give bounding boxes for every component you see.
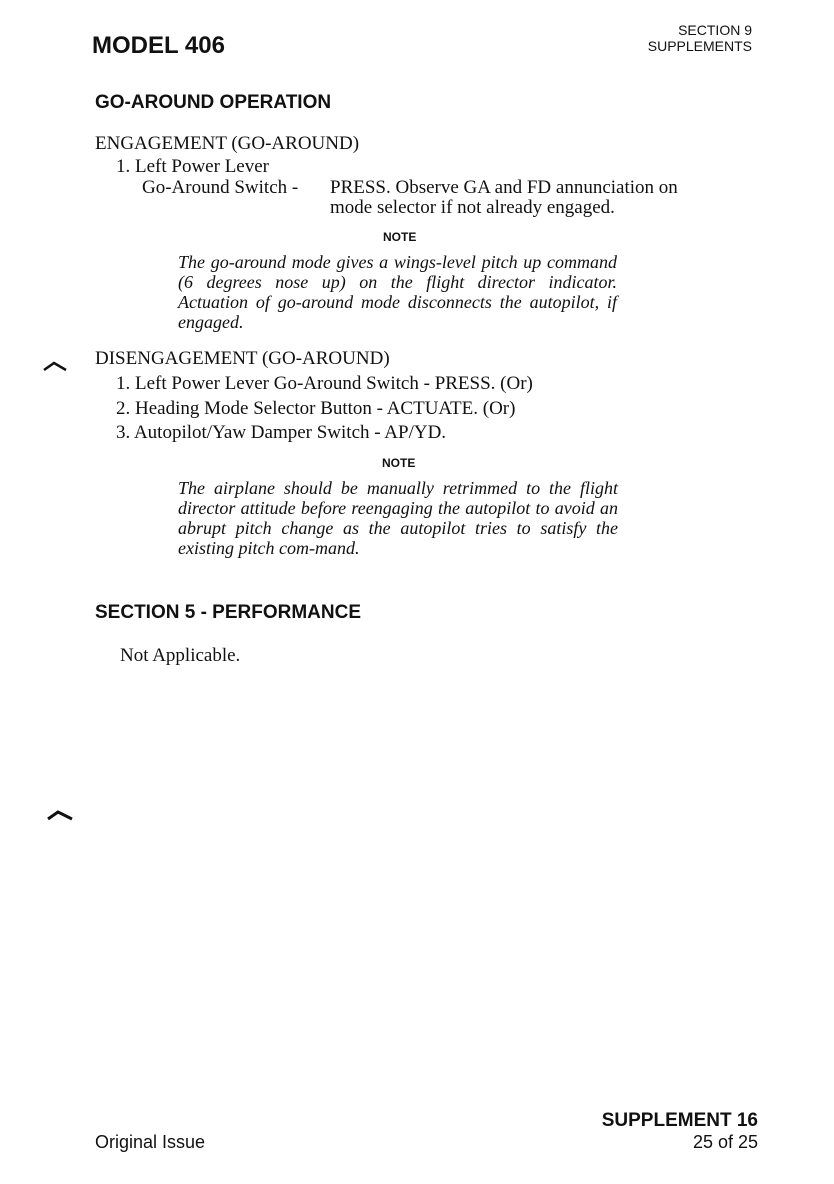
disengagement-title: DISENGAGEMENT (GO-AROUND)	[95, 348, 390, 369]
performance-text: Not Applicable.	[120, 645, 241, 666]
disengagement-step-1: 1. Left Power Lever Go-Around Switch - PRESS. (Or)	[116, 373, 533, 394]
disengagement-step-2: 2. Heading Mode Selector Button - ACTUATE. (Or)	[116, 398, 516, 419]
engagement-title: ENGAGEMENT (GO-AROUND)	[95, 133, 360, 154]
engagement-note: The go-around mode gives a wings-level pitch up command (6 degrees nose up) on the flight director indicator. Actuation of go-around mode disconnects the autopilot, if engaged.	[178, 252, 617, 332]
note-label: NOTE	[382, 456, 416, 470]
supplement-label: SUPPLEMENT 16	[601, 1110, 758, 1131]
disengagement-step-3: 3. Autopilot/Yaw Damper Switch - AP/YD.	[116, 422, 447, 443]
change-mark-icon	[42, 360, 68, 372]
issue-label: Original Issue	[95, 1132, 206, 1152]
engagement-step-1: 1. Left Power Lever	[116, 156, 269, 177]
engagement-action: PRESS. Observe GA and FD annunciation on	[330, 177, 678, 198]
change-mark-icon	[46, 808, 74, 822]
performance-heading: SECTION 5 - PERFORMANCE	[95, 602, 362, 623]
section-header	[648, 22, 752, 54]
disengagement-note: The airplane should be manually retrimmed to the flight director attitude before reengaging the autopilot to avoid an abrupt pitch change as the autopilot tries to satisfy the existing pitch com-mand.	[178, 478, 618, 558]
model-title: MODEL 406	[92, 32, 225, 59]
go-around-heading: GO-AROUND OPERATION	[95, 92, 332, 113]
section-number: SECTION 9	[678, 22, 752, 38]
engagement-switch-label: Go-Around Switch -	[142, 177, 299, 198]
section-name: SUPPLEMENTS	[647, 38, 752, 54]
engagement-action-cont: mode selector if not already engaged.	[330, 197, 615, 218]
note-label: NOTE	[383, 230, 417, 244]
page-number: 25 of 25	[692, 1132, 758, 1152]
